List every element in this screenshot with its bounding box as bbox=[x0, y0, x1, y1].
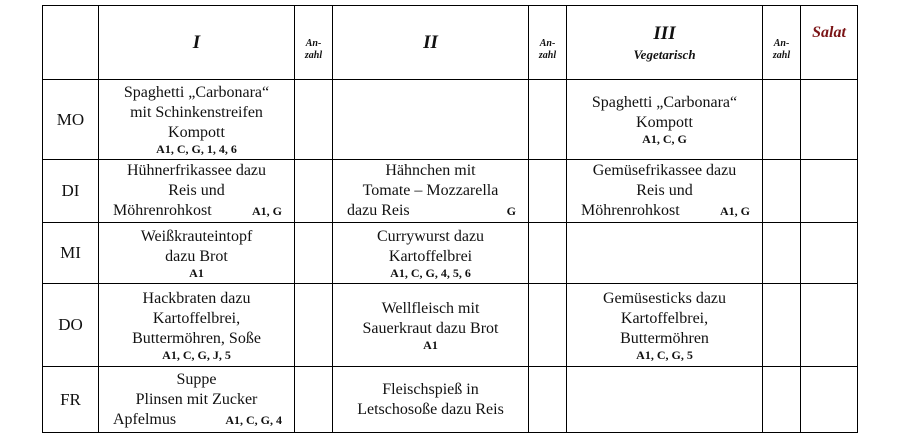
header-menu-III-title: III bbox=[653, 22, 676, 44]
day-label: MI bbox=[43, 223, 99, 284]
allergen-codes: A1, G bbox=[720, 204, 750, 218]
allergen-codes: A1, C, G, 4, 5, 6 bbox=[390, 265, 471, 280]
menu-row-mi bbox=[43, 223, 858, 284]
dish-cell-menu-II bbox=[333, 284, 529, 367]
salad-count-cell[interactable] bbox=[801, 284, 858, 367]
count-input-menu-II[interactable] bbox=[529, 367, 567, 433]
allergen-codes: A1, C, G, 4 bbox=[225, 412, 282, 427]
allergen-codes: A1 bbox=[423, 337, 438, 352]
salad-count-cell[interactable] bbox=[801, 160, 858, 223]
dish-cell-menu-I bbox=[99, 284, 295, 367]
day-label: DI bbox=[43, 160, 99, 223]
menu-row-do bbox=[43, 284, 858, 367]
dish-line: Kompott bbox=[168, 124, 225, 141]
menu-row-mo bbox=[43, 80, 858, 160]
count-input-menu-I[interactable] bbox=[295, 80, 333, 160]
dish-line: Fleischspieß in bbox=[382, 380, 479, 398]
menu-row-fr bbox=[43, 367, 858, 433]
dish-cell-menu-I bbox=[99, 223, 295, 284]
menu-body bbox=[43, 80, 858, 433]
dish-line: Möhrenrohkost bbox=[581, 202, 680, 219]
salad-count-cell[interactable] bbox=[801, 80, 858, 160]
dish-line: Spaghetti „Carbonara“ bbox=[123, 84, 270, 101]
dish-line: Currywurst dazu bbox=[376, 227, 485, 245]
count-label-bottom: zahl bbox=[304, 49, 323, 61]
dish-line: Spaghetti „Carbonara“ bbox=[591, 94, 738, 111]
header-count-III bbox=[763, 6, 801, 80]
dish-line: Tomate – Mozzarella bbox=[362, 182, 499, 199]
dish-line: Reis und bbox=[636, 182, 693, 199]
dish-line-with-allergens bbox=[567, 201, 762, 221]
dish-line: dazu Reis bbox=[347, 202, 410, 219]
count-input-menu-I[interactable] bbox=[295, 367, 333, 433]
header-menu-II: II bbox=[333, 6, 529, 80]
header-menu-I: I bbox=[99, 6, 295, 80]
count-input-menu-III[interactable] bbox=[763, 160, 801, 223]
lunch-menu-table bbox=[42, 5, 858, 433]
allergen-codes: A1, C, G, 1, 4, 6 bbox=[156, 142, 237, 156]
allergen-codes: A1, C, G, J, 5 bbox=[162, 347, 231, 362]
header-day-blank bbox=[43, 6, 99, 80]
dish-line-with-allergens bbox=[99, 201, 294, 221]
allergen-codes: A1 bbox=[189, 265, 204, 280]
dish-line: Buttermöhren, Soße bbox=[132, 329, 261, 347]
count-input-menu-I[interactable] bbox=[295, 160, 333, 223]
dish-line: Reis und bbox=[168, 182, 225, 199]
menu-row-di bbox=[43, 160, 858, 223]
dish-line: Buttermöhren bbox=[620, 329, 709, 347]
dish-cell-menu-III bbox=[567, 80, 763, 160]
dish-line: dazu Brot bbox=[165, 247, 228, 265]
dish-cell-menu-II bbox=[333, 223, 529, 284]
dish-cell-menu-II bbox=[333, 80, 529, 160]
dish-cell-menu-III bbox=[567, 160, 763, 223]
dish-cell-menu-II bbox=[333, 160, 529, 223]
header-count-I bbox=[295, 6, 333, 80]
dish-line: Gemüsesticks dazu bbox=[602, 289, 727, 307]
dish-line-with-allergens bbox=[99, 410, 294, 430]
count-label-bottom: zahl bbox=[772, 49, 791, 61]
count-input-menu-II[interactable] bbox=[529, 284, 567, 367]
dish-cell-menu-II bbox=[333, 367, 529, 433]
count-input-menu-I[interactable] bbox=[295, 223, 333, 284]
dish-line: Hähnchen mit bbox=[385, 162, 476, 179]
count-label-bottom: zahl bbox=[538, 49, 557, 61]
header-menu-III-subtitle: Vegetarisch bbox=[633, 46, 696, 62]
dish-cell-menu-III bbox=[567, 284, 763, 367]
dish-cell-menu-I bbox=[99, 160, 295, 223]
count-label-top: An- bbox=[539, 37, 556, 49]
dish-line: Suppe bbox=[176, 370, 217, 388]
header-count-II bbox=[529, 6, 567, 80]
salad-count-cell[interactable] bbox=[801, 367, 858, 433]
allergen-codes: A1, C, G, 5 bbox=[636, 347, 693, 362]
day-label: DO bbox=[43, 284, 99, 367]
header-salad: Salat bbox=[801, 6, 858, 80]
count-input-menu-III[interactable] bbox=[763, 223, 801, 284]
allergen-codes: A1, C, G bbox=[642, 132, 687, 146]
day-label: MO bbox=[43, 80, 99, 160]
dish-line: Kartoffelbrei, bbox=[152, 309, 241, 327]
dish-line: Kartoffelbrei, bbox=[620, 309, 709, 327]
dish-line: Wellfleisch mit bbox=[381, 299, 480, 317]
count-input-menu-II[interactable] bbox=[529, 160, 567, 223]
salad-count-cell[interactable] bbox=[801, 223, 858, 284]
day-label: FR bbox=[43, 367, 99, 433]
header-menu-III bbox=[567, 6, 763, 80]
dish-line: Möhrenrohkost bbox=[113, 202, 212, 219]
count-input-menu-II[interactable] bbox=[529, 80, 567, 160]
count-input-menu-III[interactable] bbox=[763, 80, 801, 160]
count-input-menu-III[interactable] bbox=[763, 367, 801, 433]
dish-line: Sauerkraut dazu Brot bbox=[362, 319, 499, 337]
allergen-codes: A1, G bbox=[252, 204, 282, 218]
dish-line: Apfelmus bbox=[113, 410, 177, 428]
dish-line: Kartoffelbrei bbox=[388, 247, 473, 265]
dish-line: Hackbraten dazu bbox=[142, 289, 251, 307]
dish-line: Hühnerfrikassee dazu bbox=[126, 162, 267, 179]
dish-line: Kompott bbox=[636, 114, 693, 131]
dish-line: mit Schinkenstreifen bbox=[130, 104, 263, 121]
count-input-menu-II[interactable] bbox=[529, 223, 567, 284]
header-row bbox=[43, 6, 858, 80]
allergen-codes: G bbox=[506, 204, 516, 218]
dish-line: Weißkrauteintopf bbox=[140, 227, 253, 245]
dish-line: Gemüsefrikassee dazu bbox=[592, 162, 737, 179]
dish-line-with-allergens bbox=[333, 201, 528, 221]
count-input-menu-III[interactable] bbox=[763, 284, 801, 367]
count-label-top: An- bbox=[773, 37, 790, 49]
dish-line: Plinsen mit Zucker bbox=[135, 390, 258, 408]
count-input-menu-I[interactable] bbox=[295, 284, 333, 367]
dish-cell-menu-III bbox=[567, 223, 763, 284]
count-label-top: An- bbox=[305, 37, 322, 49]
dish-line: Letschosoße dazu Reis bbox=[357, 400, 504, 418]
dish-cell-menu-I bbox=[99, 80, 295, 160]
dish-cell-menu-I bbox=[99, 367, 295, 433]
dish-cell-menu-III bbox=[567, 367, 763, 433]
